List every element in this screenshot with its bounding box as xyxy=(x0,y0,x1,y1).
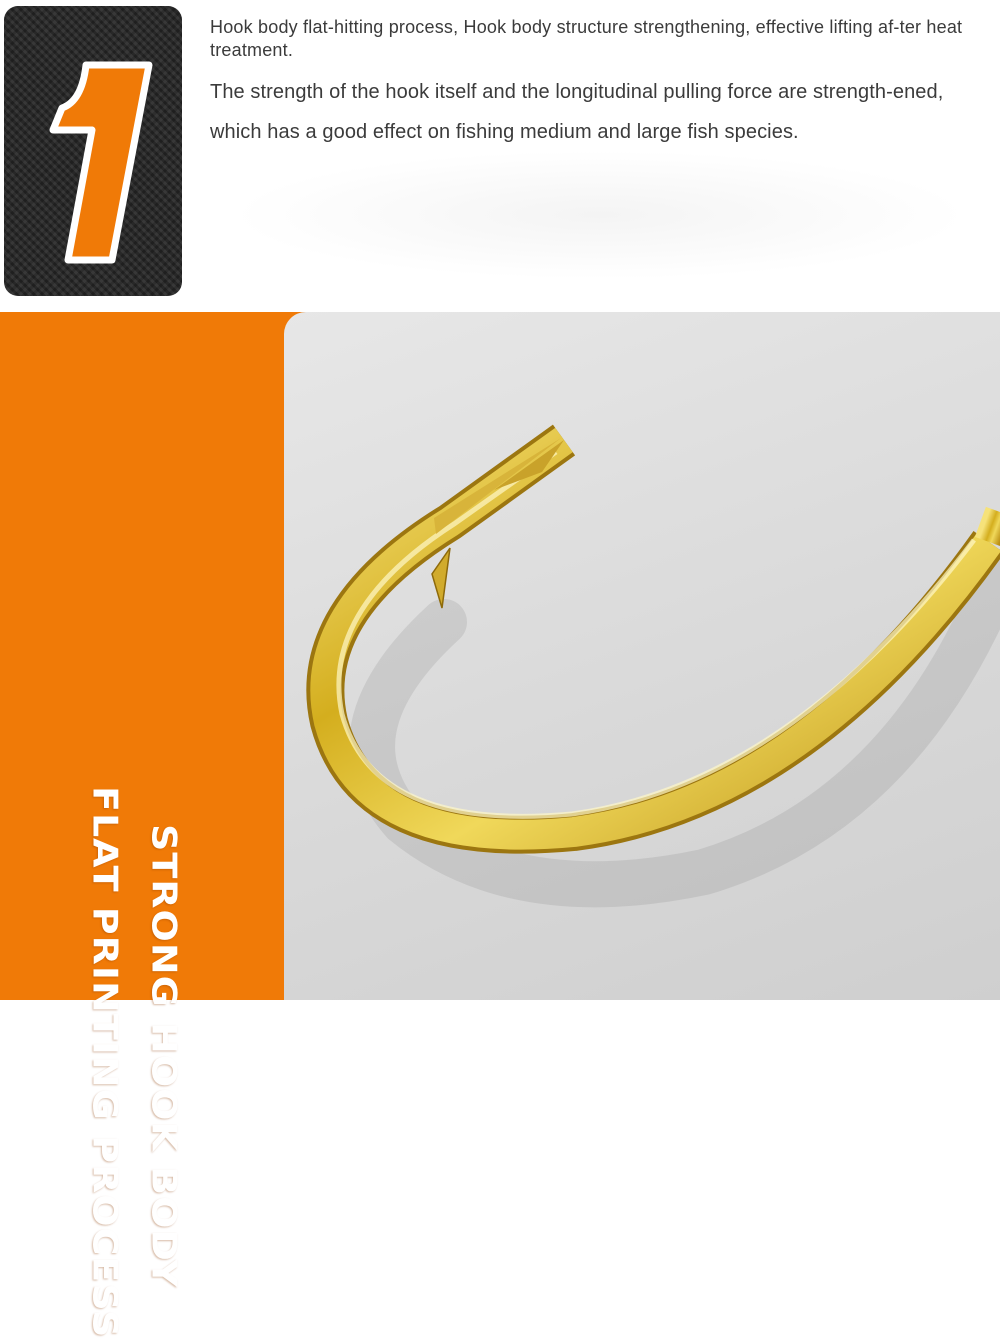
banner-title xyxy=(0,786,284,1338)
product-photo xyxy=(284,312,1000,1000)
number-one-icon xyxy=(4,6,182,296)
fishing-hook-icon xyxy=(284,312,1000,1000)
top-section xyxy=(0,0,1000,310)
step-number-badge xyxy=(4,6,182,296)
banner-title-line-1: STRONG HOOK BODY xyxy=(144,824,184,1288)
description-line-1: Hook body flat-hitting process, Hook body structure strengthening, effective lifting af-ter heat treatment. xyxy=(210,17,963,60)
faded-background-text xyxy=(230,150,970,280)
description-line-2: The strength of the hook itself and the longitudinal pulling force are strength-ened, which has a good effect on fishing medium and large fish species. xyxy=(210,81,944,143)
banner-title-line-2: FLAT PRINTING PROCESS xyxy=(85,786,125,1338)
description xyxy=(210,16,980,152)
